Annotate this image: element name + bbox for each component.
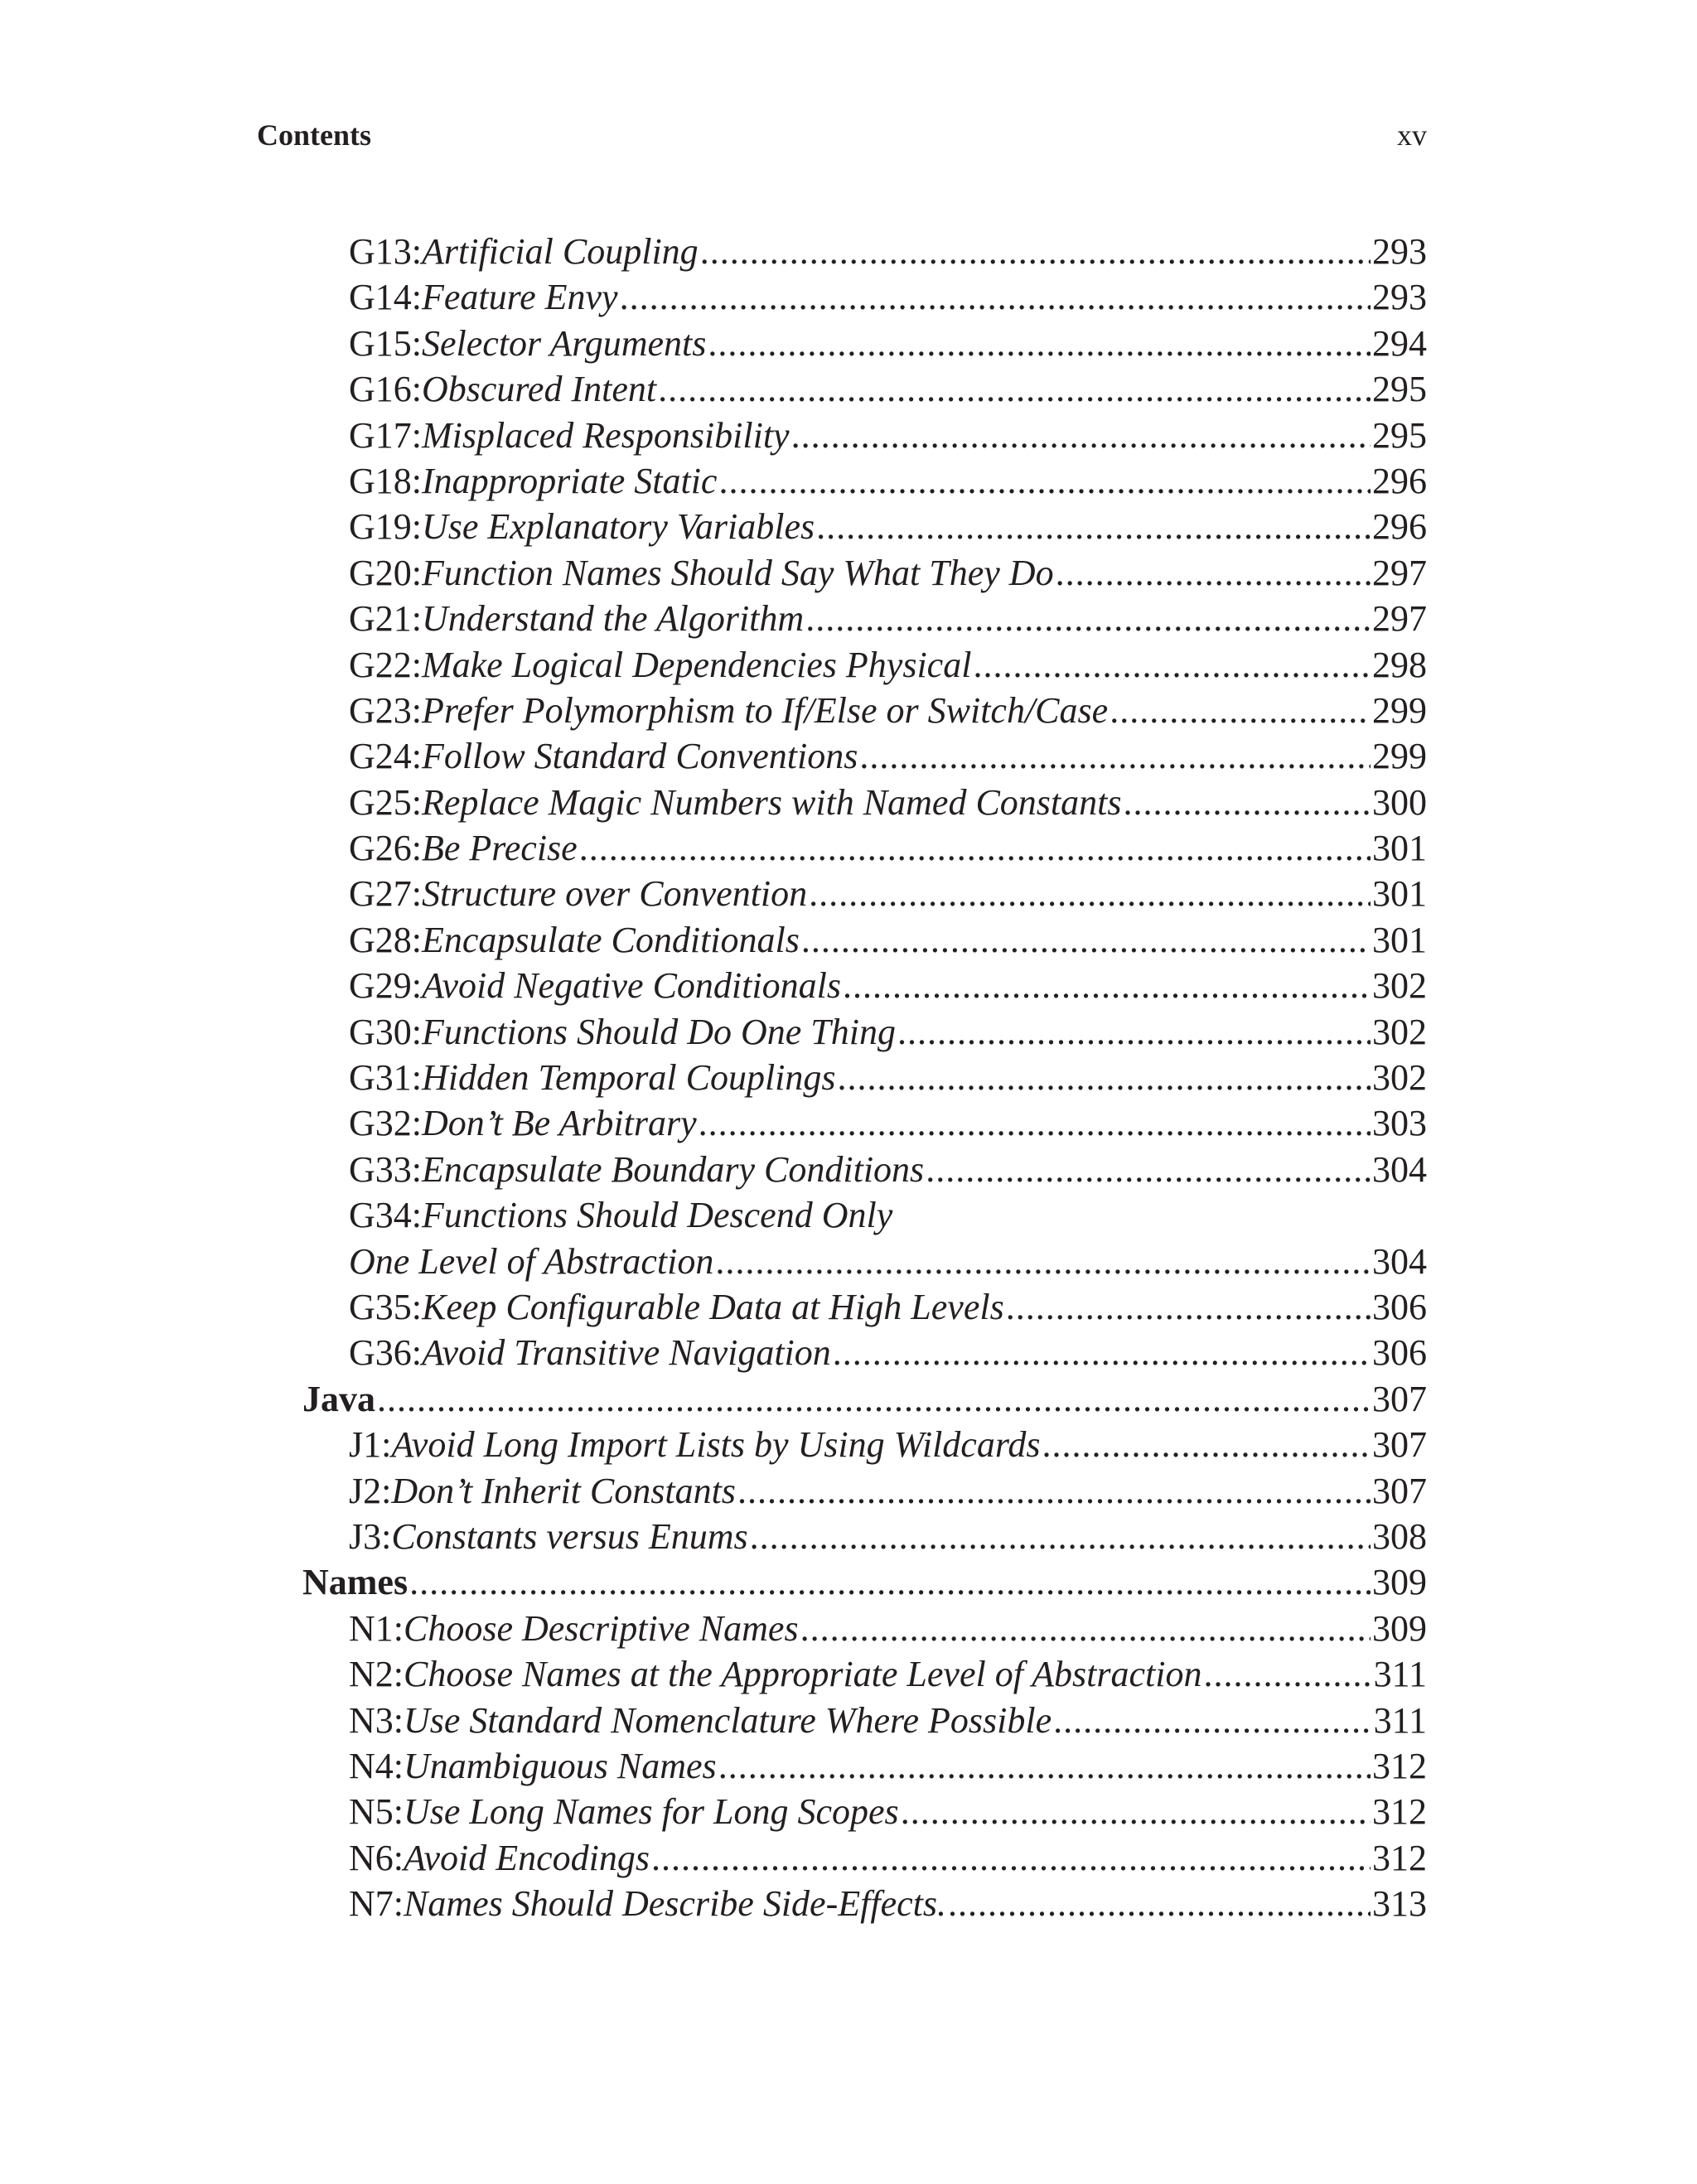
toc-entry[interactable] (302, 1651, 1427, 1697)
dot-leader (816, 504, 1371, 549)
dot-leader (843, 963, 1371, 1008)
dot-leader (833, 1330, 1371, 1375)
dot-leader (859, 733, 1371, 779)
toc-entry[interactable] (302, 917, 1427, 963)
toc-entry-title: Understand the Algorithm (422, 598, 805, 640)
toc-entry-code: N5: (349, 1791, 404, 1833)
toc-entry-code: N3: (349, 1699, 404, 1741)
dot-leader (1053, 1698, 1372, 1743)
dot-leader (579, 825, 1371, 871)
dot-leader (658, 366, 1371, 412)
toc-entry-title: Don’t Be Arbitrary (422, 1103, 697, 1144)
toc-entry-page: 301 (1372, 873, 1427, 915)
section-title: Contents (257, 118, 372, 152)
dot-leader (620, 274, 1371, 320)
toc-entry[interactable] (302, 963, 1427, 1008)
toc-entry-page: 309 (1372, 1562, 1427, 1603)
toc-entry[interactable] (302, 1284, 1427, 1330)
toc-entry-title: Be Precise (422, 828, 578, 869)
toc-entry-title: Avoid Long Import Lists by Using Wildcards (391, 1424, 1041, 1466)
dot-leader (409, 1559, 1371, 1605)
toc-entry-page: 301 (1372, 828, 1427, 869)
dot-leader (1042, 1422, 1371, 1467)
toc-entry[interactable] (302, 1789, 1427, 1834)
toc-entry-title: Functions Should Do One Thing (422, 1011, 896, 1052)
toc-entry-title: Inappropriate Static (422, 460, 718, 501)
toc-entry-page: 296 (1372, 506, 1427, 548)
toc-entry-title: Java (302, 1378, 375, 1419)
toc-entry-title: Don’t Inherit Constants (391, 1470, 736, 1511)
toc-entry-code: G16: (349, 369, 422, 410)
toc-entry-code: G24: (349, 736, 422, 777)
dot-leader (809, 871, 1371, 916)
toc-entry[interactable] (302, 1009, 1427, 1055)
toc-entry-code: G15: (349, 322, 422, 364)
toc-entry-title: Avoid Negative Conditionals (422, 965, 841, 1007)
toc-entry-page: 293 (1372, 277, 1427, 318)
dot-leader (708, 321, 1371, 366)
dot-leader (651, 1835, 1371, 1881)
toc-entry[interactable] (302, 366, 1427, 412)
toc-entry-code: G31: (349, 1057, 422, 1099)
toc-entry-code: N2: (349, 1654, 404, 1695)
running-head (257, 114, 1427, 156)
toc-entry-title: Avoid Encodings (404, 1837, 650, 1878)
toc-entry[interactable] (302, 1192, 1427, 1238)
toc-entry-page: 307 (1372, 1378, 1427, 1419)
toc-entry-page: 311 (1373, 1654, 1427, 1695)
toc-entry-title: Artificial Coupling (422, 231, 699, 272)
toc-entry-page: 304 (1372, 1240, 1427, 1282)
toc-entry-code: G13: (349, 231, 422, 272)
toc-entry-code: J2: (349, 1470, 392, 1511)
toc-entry-code: G28: (349, 919, 422, 960)
toc-entry-code: G18: (349, 460, 422, 501)
toc-entry[interactable] (302, 688, 1427, 733)
toc-entry[interactable] (302, 1835, 1427, 1881)
toc-section-entry[interactable] (302, 1559, 1427, 1605)
toc-entry-code: G21: (349, 598, 422, 640)
toc-entry-code: G25: (349, 781, 422, 823)
toc-entry[interactable] (302, 596, 1427, 641)
dot-leader (791, 413, 1371, 458)
toc-entry-code: N4: (349, 1745, 404, 1786)
toc-entry-title: Structure over Convention (422, 873, 808, 915)
toc-entry[interactable] (302, 321, 1427, 366)
toc-entry-title: Use Standard Nomenclature Where Possible (404, 1699, 1052, 1741)
toc-entry-page: 299 (1372, 736, 1427, 777)
toc-entry-page: 313 (1372, 1883, 1427, 1925)
toc-entry[interactable] (302, 550, 1427, 596)
toc-entry-page: 302 (1372, 1011, 1427, 1052)
toc-entry-title: One Level of Abstraction (349, 1240, 714, 1282)
toc-entry-code: G22: (349, 644, 422, 685)
toc-entry-page: 299 (1372, 689, 1427, 731)
dot-leader (718, 458, 1371, 504)
toc-entry-code: G29: (349, 965, 422, 1007)
toc-entry[interactable] (302, 871, 1427, 916)
toc-entry[interactable] (302, 780, 1427, 825)
toc-entry-page: 300 (1372, 781, 1427, 823)
dot-leader (1110, 688, 1371, 733)
toc-entry[interactable] (302, 1606, 1427, 1651)
toc-entry-title: Selector Arguments (422, 322, 707, 364)
toc-entry-title: Names (302, 1562, 409, 1603)
toc-entry-page: 309 (1372, 1607, 1427, 1649)
toc-entry-page: 302 (1372, 1057, 1427, 1099)
toc-entry-code: G20: (349, 552, 422, 593)
toc-entry-code: N1: (349, 1607, 404, 1649)
toc-entry-code: G26: (349, 828, 422, 869)
dot-leader (801, 917, 1371, 963)
toc-entry-title: Obscured Intent (422, 369, 657, 410)
dot-leader (715, 1239, 1371, 1284)
toc-entry-title: Feature Envy (422, 277, 618, 318)
dot-leader (926, 1147, 1371, 1192)
dot-leader (973, 642, 1371, 688)
dot-leader (800, 1606, 1371, 1651)
dot-leader (948, 1881, 1371, 1926)
toc-entry-code: J1: (349, 1424, 392, 1466)
toc-entry[interactable] (302, 1147, 1427, 1192)
toc-entry-page: 312 (1372, 1745, 1427, 1786)
toc-entry-code: N7: (349, 1883, 404, 1925)
toc-entry[interactable] (302, 504, 1427, 549)
toc-entry-page: 306 (1372, 1332, 1427, 1374)
toc-entry-title: Constants versus Enums (391, 1515, 748, 1557)
toc-entry[interactable] (302, 458, 1427, 504)
toc-entry-page: 301 (1372, 919, 1427, 960)
toc-entry[interactable] (302, 229, 1427, 274)
toc-entry-page: 311 (1373, 1699, 1427, 1741)
dot-leader (1203, 1651, 1371, 1697)
dot-leader (737, 1468, 1371, 1514)
toc-entry[interactable] (302, 274, 1427, 320)
toc-entry[interactable] (302, 413, 1427, 458)
toc-entry[interactable] (302, 1055, 1427, 1100)
dot-leader (750, 1514, 1371, 1559)
toc-entry-page: 293 (1372, 231, 1427, 272)
toc-entry-page: 303 (1372, 1103, 1427, 1144)
dot-leader (700, 229, 1371, 274)
dot-leader (805, 596, 1371, 641)
dot-leader (718, 1743, 1371, 1789)
toc-entry-title: Choose Names at the Appropriate Level of Abstraction (404, 1654, 1202, 1695)
page-number: xv (1397, 118, 1427, 152)
toc-entry-title: Unambiguous Names (404, 1745, 717, 1786)
toc-entry-title: Prefer Polymorphism to If/Else or Switch/Case (422, 689, 1109, 731)
toc-entry-code: G27: (349, 873, 422, 915)
toc-entry-title: Make Logical Dependencies Physical (422, 644, 972, 685)
toc-entry-code: G33: (349, 1148, 422, 1190)
toc-entry-code: J3: (349, 1515, 392, 1557)
toc-entry-code: G32: (349, 1103, 422, 1144)
dot-leader (699, 1100, 1371, 1146)
dot-leader (377, 1376, 1371, 1422)
toc-entry-code: N6: (349, 1837, 404, 1878)
toc-entry-title: Names Should Describe Side-Effects. (404, 1883, 946, 1925)
toc-entry-title: Encapsulate Conditionals (422, 919, 800, 960)
toc-entry-title: Avoid Transitive Navigation (422, 1332, 831, 1374)
toc-entry-title: Choose Descriptive Names (404, 1607, 799, 1649)
toc-entry[interactable] (302, 825, 1427, 871)
toc-entry-page: 295 (1372, 414, 1427, 456)
toc-entry-page: 304 (1372, 1148, 1427, 1190)
toc-entry-code: G35: (349, 1286, 422, 1327)
toc-entry[interactable] (302, 1100, 1427, 1146)
toc-entry[interactable] (302, 1330, 1427, 1375)
toc-entry-title: Misplaced Responsibility (422, 414, 790, 456)
toc-entry-page: 297 (1372, 598, 1427, 640)
toc-entry-page: 296 (1372, 460, 1427, 501)
toc-entry-page: 302 (1372, 965, 1427, 1007)
toc-entry-title: Encapsulate Boundary Conditions (422, 1148, 925, 1190)
toc-entry-title: Use Long Names for Long Scopes (404, 1791, 899, 1833)
toc-entry-title: Replace Magic Numbers with Named Constants (422, 781, 1122, 823)
toc-entry-title: Use Explanatory Variables (422, 506, 815, 548)
dot-leader (1124, 780, 1371, 825)
toc-entry-page: 308 (1372, 1515, 1427, 1557)
toc-entry-title: Function Names Should Say What They Do (422, 552, 1054, 593)
dot-leader (838, 1055, 1371, 1100)
toc-entry-page: 312 (1372, 1837, 1427, 1878)
toc-entry[interactable] (302, 1514, 1427, 1559)
toc-entry-code: G30: (349, 1011, 422, 1052)
toc-entry[interactable] (302, 1239, 1427, 1284)
toc-entry[interactable] (302, 1881, 1427, 1926)
toc-entry-page: 295 (1372, 369, 1427, 410)
toc-entry-page: 307 (1372, 1470, 1427, 1511)
toc-entry-page: 312 (1372, 1791, 1427, 1833)
toc-entry[interactable] (302, 1698, 1427, 1743)
toc-entry-page: 297 (1372, 552, 1427, 593)
dot-leader (897, 1009, 1371, 1055)
toc-entry-code: G19: (349, 506, 422, 548)
toc-entry[interactable] (302, 1422, 1427, 1467)
toc-entry-title: Keep Configurable Data at High Levels (422, 1286, 1004, 1327)
toc-entry-code: G36: (349, 1332, 422, 1374)
toc-entry-code: G17: (349, 414, 422, 456)
toc-entry[interactable] (302, 733, 1427, 779)
toc-entry-code: G14: (349, 277, 422, 318)
dot-leader (901, 1789, 1371, 1834)
toc-entry-page: 298 (1372, 644, 1427, 685)
toc-entry-page: 294 (1372, 322, 1427, 364)
toc-entry[interactable] (302, 1468, 1427, 1514)
toc-entry[interactable] (302, 1743, 1427, 1789)
dot-leader (1006, 1284, 1371, 1330)
toc-entry[interactable] (302, 642, 1427, 688)
toc-entry-title: Functions Should Descend Only (422, 1195, 893, 1236)
table-of-contents (302, 229, 1427, 1926)
toc-entry-page: 306 (1372, 1286, 1427, 1327)
dot-leader (1056, 550, 1371, 596)
toc-entry-title: Follow Standard Conventions (422, 736, 858, 777)
toc-entry-code: G23: (349, 689, 422, 731)
toc-entry-title: Hidden Temporal Couplings (422, 1057, 836, 1099)
toc-entry-page: 307 (1372, 1424, 1427, 1466)
toc-section-entry[interactable] (302, 1376, 1427, 1422)
toc-entry-code: G34: (349, 1195, 422, 1236)
